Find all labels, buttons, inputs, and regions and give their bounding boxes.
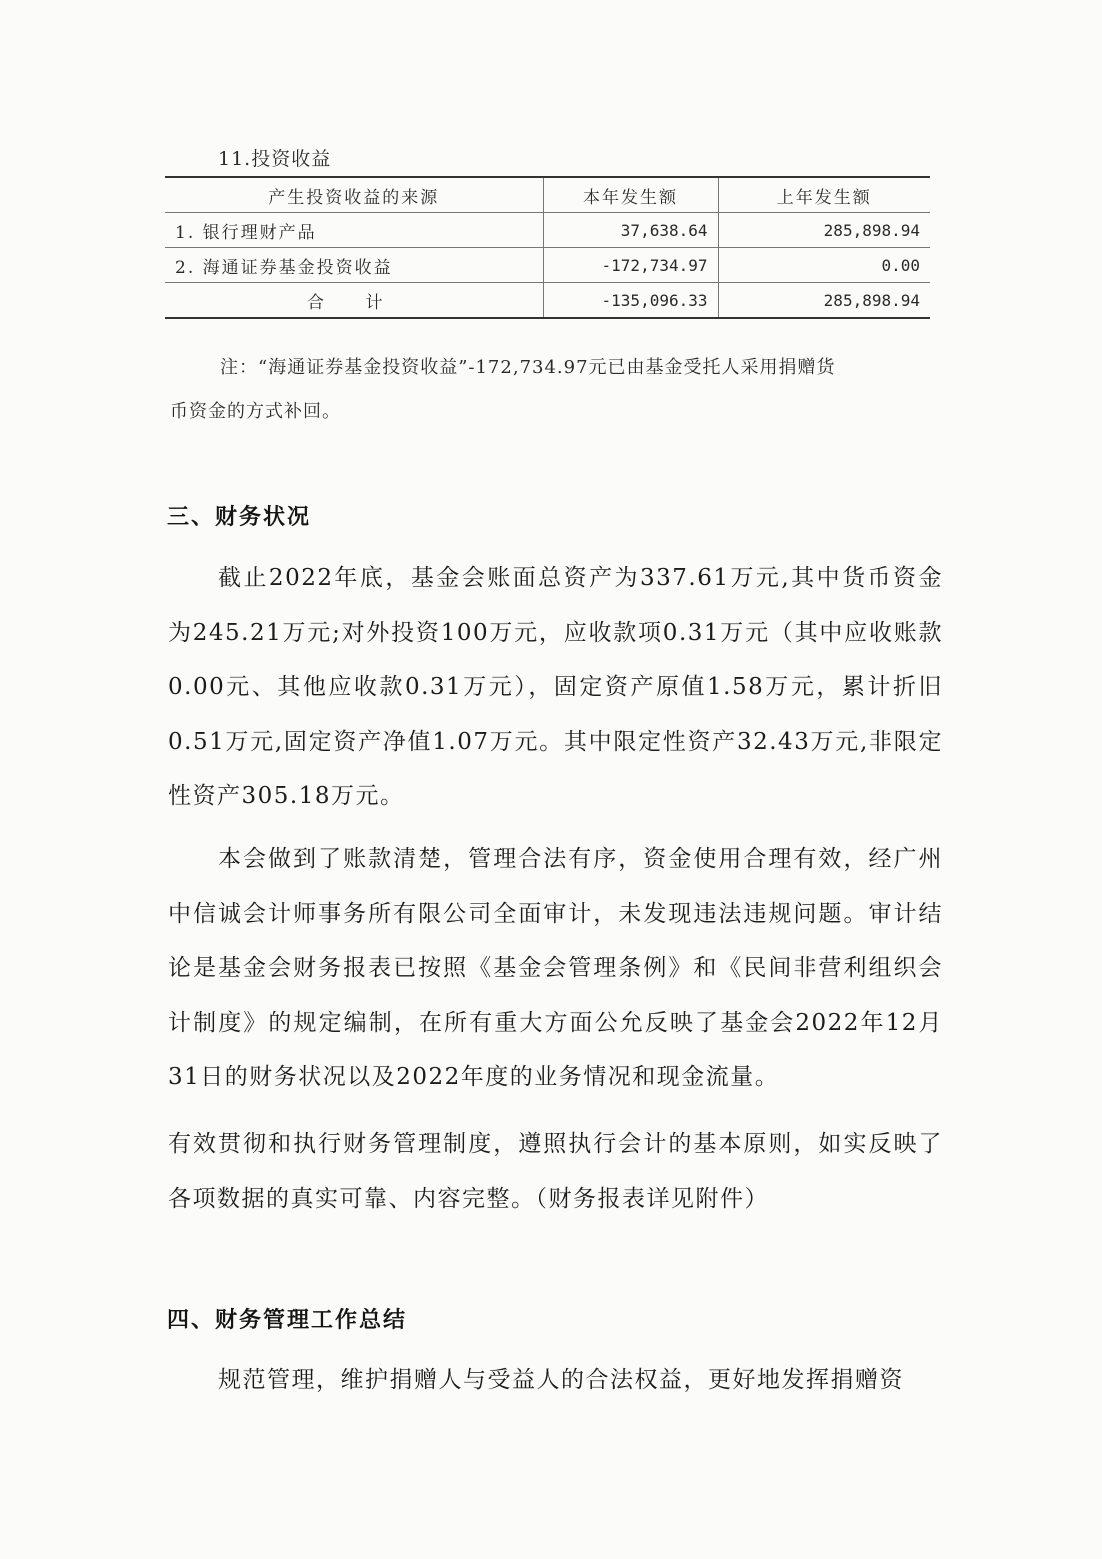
row-current-year: -172,734.97 bbox=[543, 248, 718, 283]
row-source: 1. 银行理财产品 bbox=[165, 213, 543, 248]
row-current-year: 37,638.64 bbox=[543, 213, 718, 248]
table-title: 11.投资收益 bbox=[218, 148, 332, 170]
row-source: 2. 海通证券基金投资收益 bbox=[165, 248, 543, 283]
table-row bbox=[165, 213, 930, 248]
paragraph-audit: 本会做到了账款清楚，管理合法有序，资金使用合理有效，经广州中信诚会计师事务所有限公司全面审计，未发现违法违规问题。审计结论是基金会财务报表已按照《基金会管理条例》和《民间非营利组织会计制度》的规定编制，在所有重大方面公允反映了基金会2022年12月31日的财务状况以及2022年度的业务情况和现金流量。 bbox=[168, 846, 943, 1090]
section-heading-management-summary: 四、财务管理工作总结 bbox=[167, 1307, 408, 1333]
row-previous-year: 285,898.94 bbox=[718, 213, 930, 248]
header-previous-year: 上年发生额 bbox=[718, 177, 930, 213]
table-note bbox=[170, 346, 930, 434]
header-source: 产生投资收益的来源 bbox=[165, 177, 543, 213]
table-row bbox=[165, 248, 930, 283]
table-header-row bbox=[165, 177, 930, 213]
paragraph-financial-status: 截止2022年底，基金会账面总资产为337.61万元,其中货币资金为245.21万元;对外投资100万元，应收款项0.31万元（其中应收账款0.00元、其他应收款0.31万元），固定资产原值1.58万元，累计折旧0.51万元,固定资产净值1.07万元。其中限定性资产32.43万元,非限定性资产305.18万元。 bbox=[168, 565, 943, 809]
paragraph-management: 有效贯彻和执行财务管理制度，遵照执行会计的基本原则，如实反映了各项数据的真实可靠、内容完整。（财务报表详见附件） bbox=[168, 1131, 943, 1212]
header-current-year: 本年发生额 bbox=[543, 177, 718, 213]
investment-income-table bbox=[165, 176, 930, 319]
note-line-1: 注：“海通证券基金投资收益”-172,734.97元已由基金受托人采用捐赠货 bbox=[220, 357, 836, 378]
table-total-row bbox=[165, 283, 930, 319]
total-current-year: -135,096.33 bbox=[543, 283, 718, 319]
note-line-2: 币资金的方式补回。 bbox=[170, 401, 341, 422]
total-label: 合 计 bbox=[165, 283, 543, 319]
paragraph-management-summary: 规范管理，维护捐赠人与受益人的合法权益，更好地发挥捐赠资 bbox=[218, 1367, 904, 1393]
section-heading-financial-status: 三、财务状况 bbox=[167, 504, 312, 530]
total-previous-year: 285,898.94 bbox=[718, 283, 930, 319]
row-previous-year: 0.00 bbox=[718, 248, 930, 283]
